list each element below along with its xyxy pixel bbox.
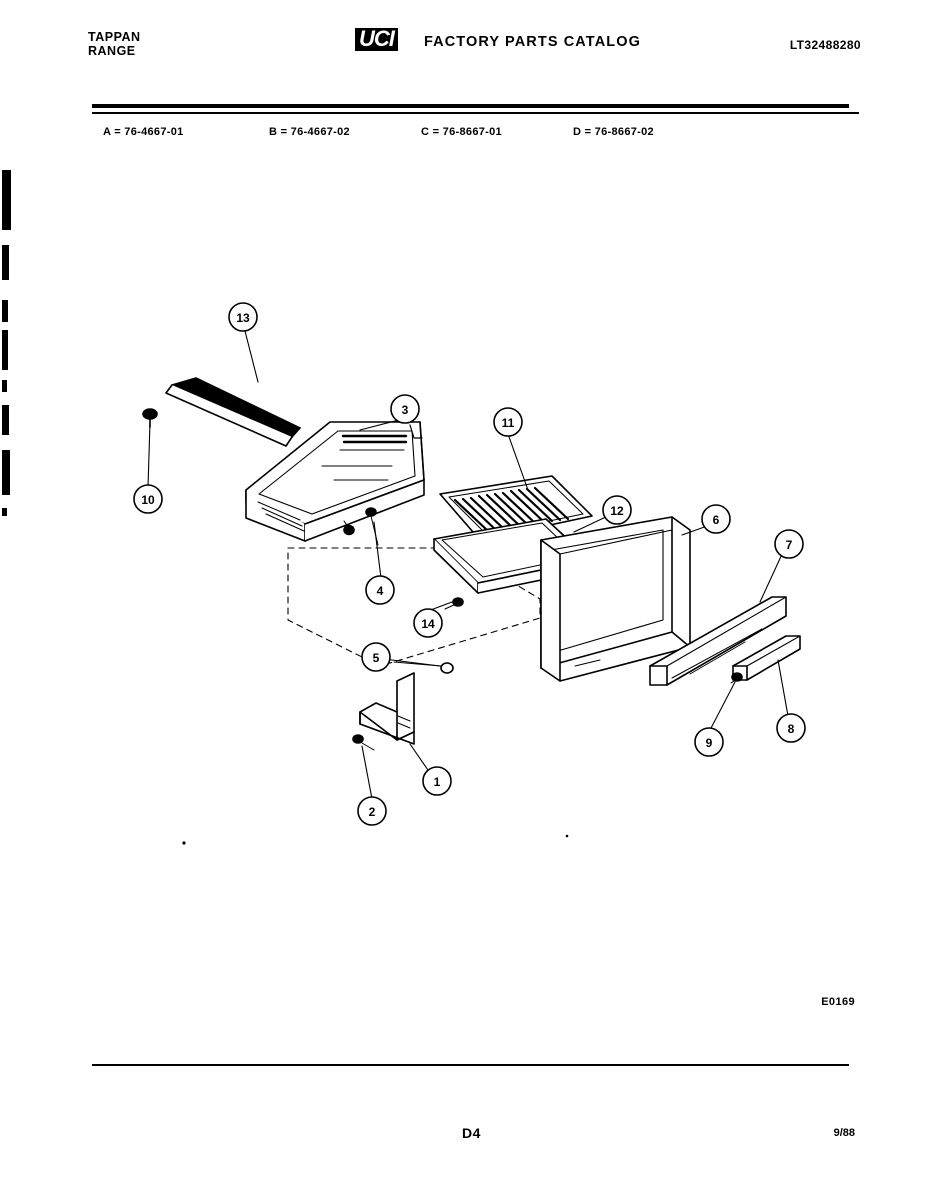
callout-14	[414, 609, 442, 637]
svg-text:11: 11	[501, 416, 515, 430]
svg-text:1: 1	[433, 775, 441, 789]
callout-1	[423, 767, 451, 795]
callout-2	[358, 797, 386, 825]
model-code-d: D = 76-8667-02	[573, 126, 654, 138]
callout-9	[695, 728, 723, 756]
model-code-a: A = 76-4667-01	[103, 126, 184, 138]
page-title: FACTORY PARTS CATALOG	[424, 34, 641, 50]
callout-11	[494, 408, 522, 436]
callout-7	[775, 530, 803, 558]
callout-8	[777, 714, 805, 742]
uci-logo: UCI	[355, 28, 398, 51]
header-rule-thin	[92, 112, 849, 114]
callout-10	[134, 485, 162, 513]
svg-text:13: 13	[236, 311, 250, 325]
revision-date: 9/88	[833, 1127, 855, 1139]
brand-line-1: TAPPAN	[88, 30, 141, 44]
callout-5	[362, 643, 390, 671]
header-rule-thick	[92, 104, 849, 108]
callout-13	[229, 303, 257, 331]
svg-text:7: 7	[785, 538, 793, 552]
svg-text:12: 12	[610, 504, 624, 518]
callout-4	[366, 576, 394, 604]
part-bracket-1	[360, 673, 414, 744]
svg-text:14: 14	[421, 617, 435, 631]
diagram-svg	[0, 150, 943, 1030]
footer-rule	[92, 1064, 849, 1066]
brand-line-2: RANGE	[88, 44, 136, 58]
svg-text:2: 2	[368, 805, 376, 819]
page-number: D4	[462, 1125, 481, 1141]
svg-text:3: 3	[401, 403, 409, 417]
header-rule-dash	[845, 112, 859, 114]
document-code: LT32488280	[789, 38, 861, 52]
part-trim-strip-13	[166, 378, 300, 446]
svg-text:6: 6	[712, 513, 720, 527]
brand-name	[88, 30, 141, 58]
svg-text:5: 5	[372, 651, 380, 665]
exploded-parts-diagram	[0, 150, 943, 1030]
scan-speck	[182, 841, 185, 844]
figure-code: E0169	[821, 996, 855, 1008]
svg-text:4: 4	[376, 584, 384, 598]
svg-text:8: 8	[787, 722, 795, 736]
model-code-c: C = 76-8667-01	[421, 126, 502, 138]
callout-12	[603, 496, 631, 524]
callout-6	[702, 505, 730, 533]
part-screw-9	[731, 673, 742, 683]
svg-text:9: 9	[705, 736, 713, 750]
svg-text:10: 10	[141, 493, 155, 507]
callout-3	[391, 395, 419, 423]
model-code-b: B = 76-4667-02	[269, 126, 350, 138]
scan-speck	[566, 835, 569, 838]
part-screw-2	[353, 735, 374, 750]
